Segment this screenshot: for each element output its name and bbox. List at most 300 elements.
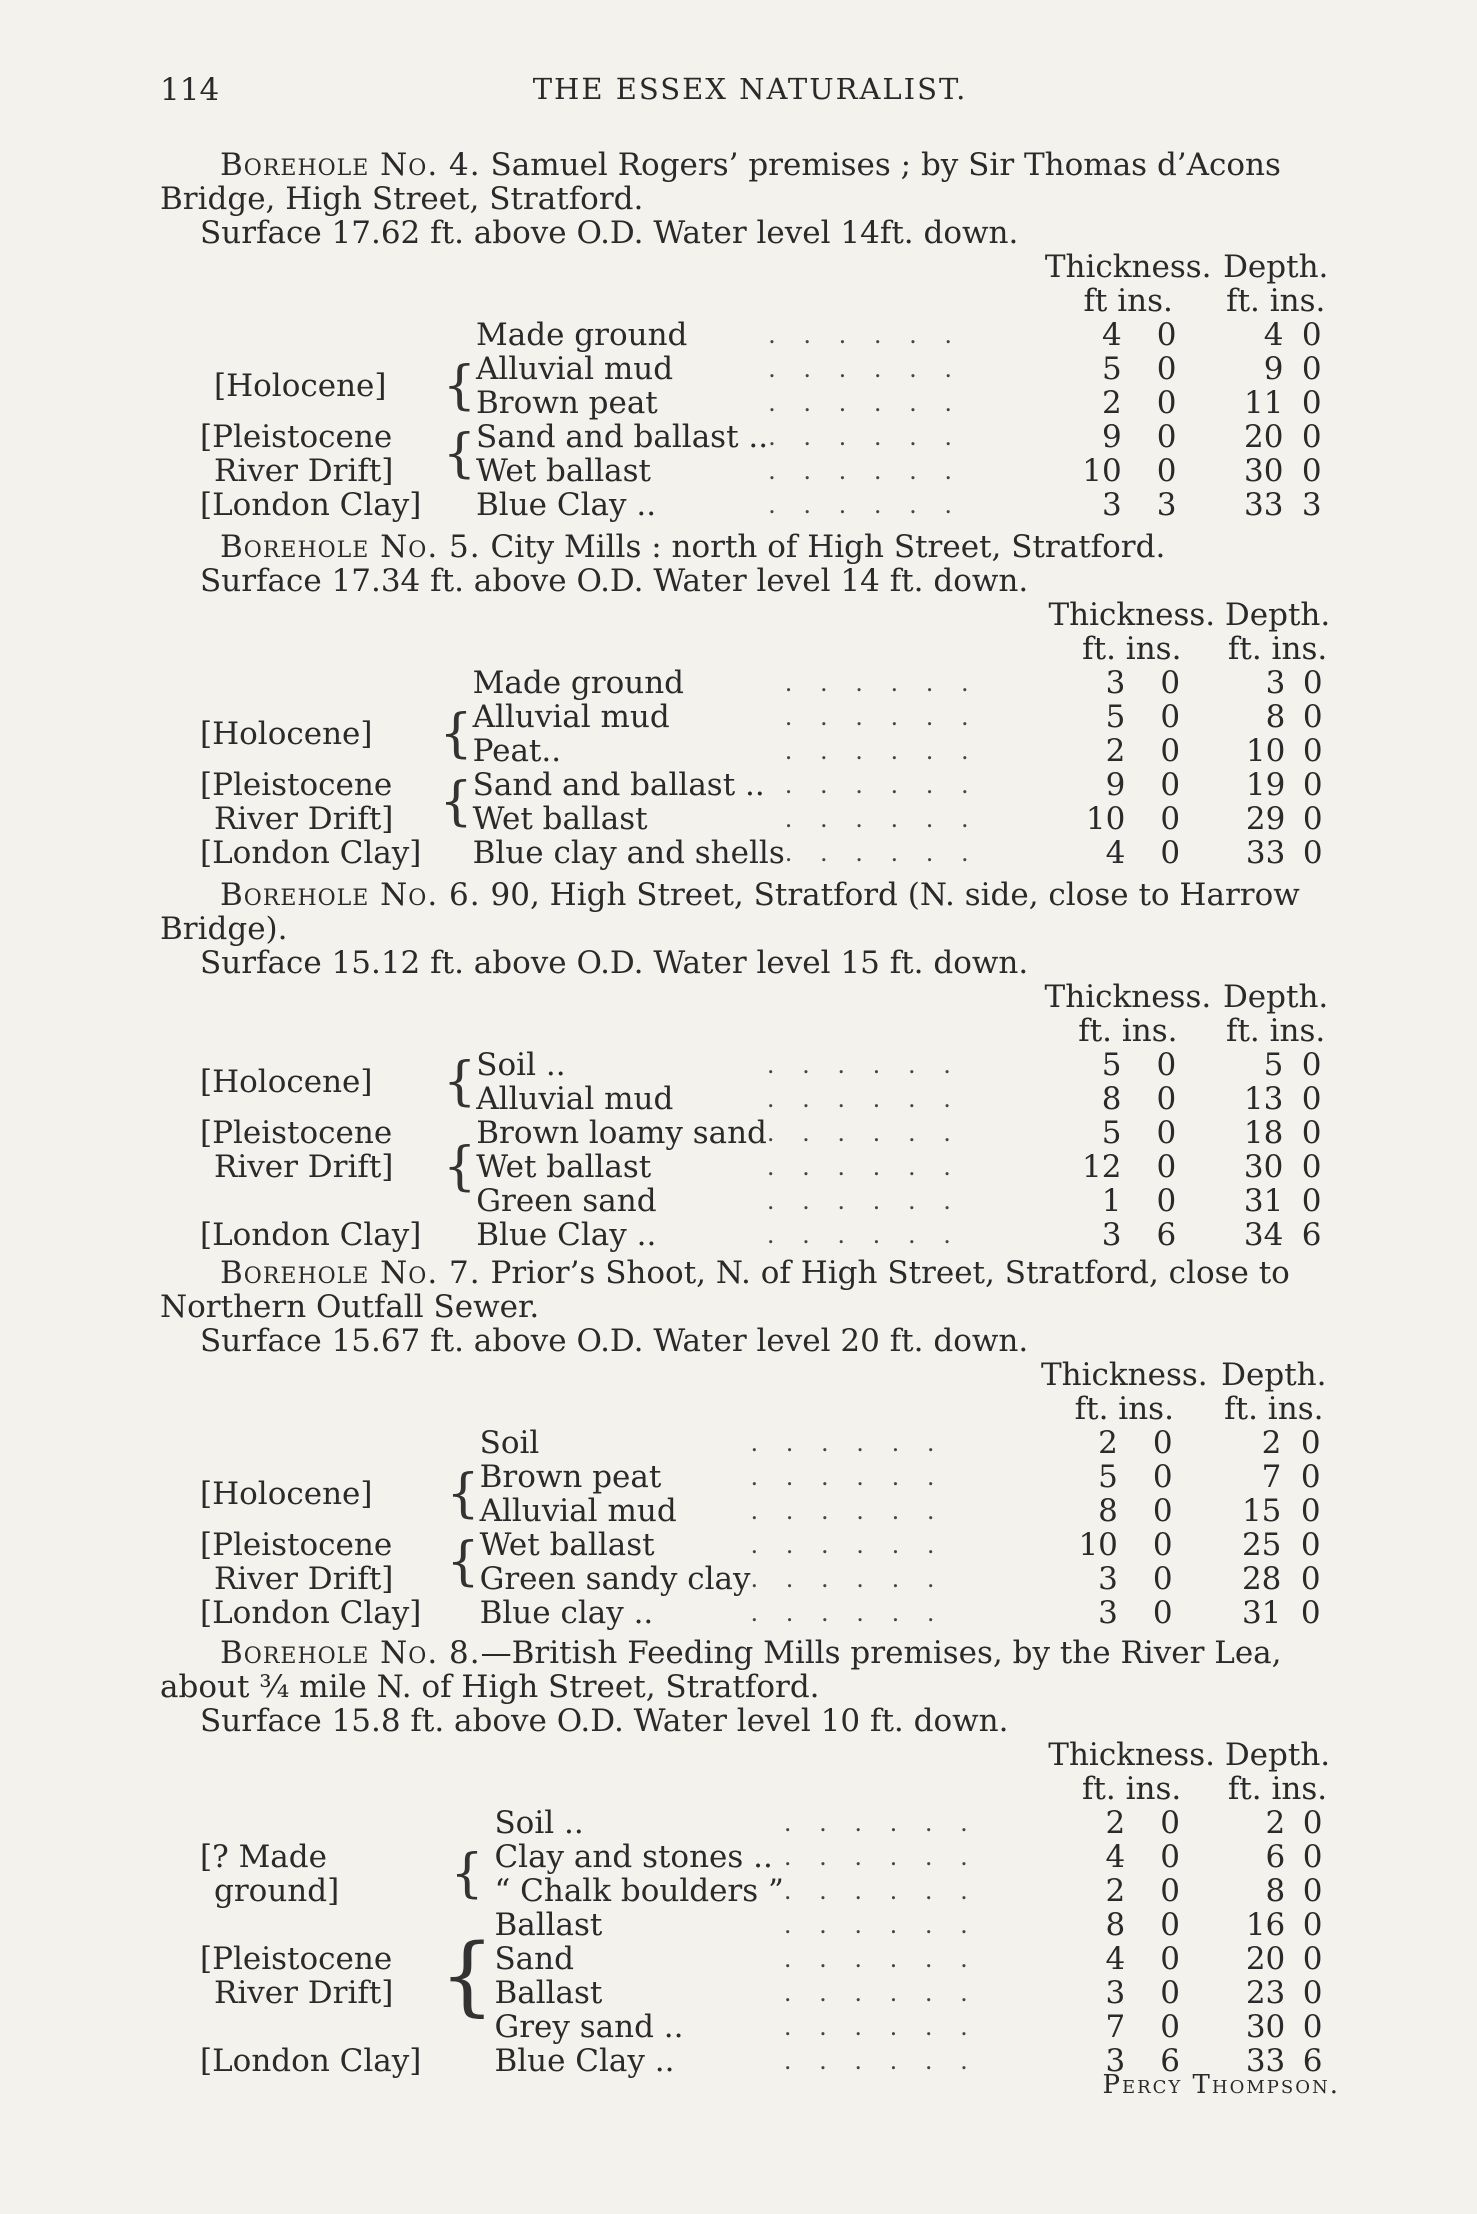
stratum-description: Alluvial mud xyxy=(476,351,674,387)
leader-dots: . . . . . . xyxy=(784,805,979,833)
depth-ins: 0 xyxy=(1302,1941,1323,1977)
empty-cell xyxy=(447,1392,480,1426)
empty-cell xyxy=(440,836,473,870)
leader-dots: . . . . . . xyxy=(783,1911,978,1939)
depth-unit: ft. ins. xyxy=(1225,1013,1326,1049)
stratum-group: [London Clay] xyxy=(200,835,422,871)
table-row xyxy=(200,352,1340,386)
depth-ins: 0 xyxy=(1301,385,1322,421)
stratum-group: River Drift] xyxy=(214,801,394,837)
empty-cell xyxy=(784,1738,1048,1772)
empty-cell xyxy=(200,632,440,666)
thickness-ins: 0 xyxy=(1156,1115,1177,1151)
depth-ft: 2 xyxy=(1265,1805,1286,1841)
surface-line: Surface 17.62 ft. above O.D. Water level 14ft. down. xyxy=(200,215,1019,251)
stratum-description: Alluvial mud xyxy=(479,1493,677,1529)
stratum-description: Blue Clay .. xyxy=(494,2043,675,2079)
stratum-description: Peat.. xyxy=(472,733,562,769)
leader-dots: . . . . . . xyxy=(750,1531,945,1559)
borehole-label: Borehole No. 4. xyxy=(220,147,481,183)
thickness-ft: 5 xyxy=(1098,1459,1118,1495)
running-head: THE ESSEX NATURALIST. xyxy=(532,72,968,106)
leader-dots: . . . . . . xyxy=(766,1085,961,1113)
thickness-ft: 2 xyxy=(1105,1873,1126,1909)
thickness-ft: 2 xyxy=(1102,385,1122,421)
leader-dots: . . . . . . xyxy=(766,1153,961,1181)
depth-ins: 0 xyxy=(1300,1561,1321,1597)
empty-cell xyxy=(200,980,443,1014)
depth-ft: 33 xyxy=(1243,487,1284,523)
stratum-group: [Pleistocene xyxy=(200,1527,393,1563)
depth-ft: 33 xyxy=(1245,2043,1286,2079)
thickness-ins: 0 xyxy=(1156,453,1177,489)
thickness-unit: ft ins. xyxy=(1083,283,1173,319)
stratum-description: Sand xyxy=(494,1941,574,1977)
thickness-ins: 0 xyxy=(1160,733,1181,769)
brace-mark: { xyxy=(443,1137,477,1197)
table-row xyxy=(200,768,1340,802)
table-row xyxy=(200,1528,1340,1562)
table-row xyxy=(200,1874,1340,1908)
depth-ins: 0 xyxy=(1302,2009,1323,2045)
leader-dots: . . . . . . xyxy=(750,1463,945,1491)
table-row xyxy=(200,1218,1340,1252)
empty-cell xyxy=(200,1426,447,1460)
thickness-ins: 0 xyxy=(1160,1907,1180,1943)
empty-cell xyxy=(200,1806,440,1840)
borehole-5 xyxy=(160,530,1340,870)
author-signature: Percy Thompson. xyxy=(1102,2070,1340,2100)
table-row xyxy=(200,1942,1340,1976)
strata-table xyxy=(200,980,1340,1252)
depth-ins: 0 xyxy=(1301,1149,1322,1185)
leader-dots: . . . . . . xyxy=(783,2013,978,2041)
table-row xyxy=(200,1460,1340,1494)
empty-cell xyxy=(440,1806,495,1840)
leader-dots: . . . . . . xyxy=(750,1565,945,1593)
leader-dots: . . . . . . xyxy=(783,1979,978,2007)
brace-mark: { xyxy=(446,1464,480,1524)
depth-ins: 0 xyxy=(1301,317,1322,353)
empty-cell xyxy=(200,284,443,318)
table-row xyxy=(200,700,1340,734)
depth-header: Depth. xyxy=(1223,249,1329,285)
thickness-ins: 0 xyxy=(1156,419,1177,455)
leader-dots: . . . . . . xyxy=(766,1051,961,1079)
borehole-title xyxy=(160,530,1340,564)
leader-dots: . . . . . . xyxy=(784,703,979,731)
surface-line: Surface 15.8 ft. above O.D. Water level 10 ft. down. xyxy=(200,1703,1009,1739)
thickness-ins: 0 xyxy=(1160,767,1181,803)
depth-ins: 0 xyxy=(1302,801,1323,837)
depth-unit: ft. ins. xyxy=(1227,631,1328,667)
surface-line: Surface 15.67 ft. above O.D. Water level 20 ft. down. xyxy=(200,1323,1029,1359)
empty-cell xyxy=(767,1014,1045,1048)
stratum-description: Soil .. xyxy=(494,1805,584,1841)
depth-ft: 33 xyxy=(1245,835,1286,871)
stratum-description: Wet ballast xyxy=(479,1527,655,1563)
thickness-ft: 10 xyxy=(1085,801,1126,837)
stratum-group: River Drift] xyxy=(214,1149,394,1185)
depth-ins: 0 xyxy=(1301,453,1322,489)
leader-dots: . . . . . . xyxy=(750,1497,945,1525)
empty-cell xyxy=(447,1426,480,1460)
depth-ft: 11 xyxy=(1243,385,1284,421)
thickness-ft: 3 xyxy=(1105,1975,1126,2011)
stratum-description: Brown loamy sand xyxy=(476,1115,767,1151)
empty-cell xyxy=(200,1392,447,1426)
depth-ft: 18 xyxy=(1243,1115,1284,1151)
empty-cell xyxy=(476,284,768,318)
depth-ins: 0 xyxy=(1302,1907,1323,1943)
empty-cell xyxy=(200,2010,440,2044)
empty-cell xyxy=(443,250,476,284)
leader-dots: . . . . . . xyxy=(768,355,963,383)
thickness-ft: 12 xyxy=(1082,1149,1122,1185)
depth-ft: 13 xyxy=(1243,1081,1284,1117)
borehole-8 xyxy=(160,1636,1340,2078)
borehole-title xyxy=(160,148,1340,216)
stratum-description: Wet ballast xyxy=(472,801,648,837)
empty-cell xyxy=(200,1738,440,1772)
depth-unit: ft. ins. xyxy=(1224,1391,1324,1427)
table-row xyxy=(200,1806,1340,1840)
borehole-label: Borehole No. 6. xyxy=(220,877,481,913)
thickness-ins: 0 xyxy=(1160,665,1181,701)
thickness-ft: 3 xyxy=(1105,2043,1126,2079)
thickness-ft: 3 xyxy=(1101,1217,1122,1253)
borehole-6 xyxy=(160,878,1340,1252)
thickness-ins: 0 xyxy=(1156,1149,1177,1185)
stratum-description: Ballast xyxy=(494,1907,603,1943)
table-row xyxy=(200,1908,1340,1942)
empty-cell xyxy=(200,1184,443,1218)
thickness-ins: 6 xyxy=(1156,1217,1177,1253)
stratum-group: [London Clay] xyxy=(200,1595,422,1631)
empty-cell xyxy=(440,666,473,700)
stratum-description: Made ground xyxy=(476,317,688,353)
thickness-ins: 0 xyxy=(1160,1941,1180,1977)
empty-cell xyxy=(443,488,476,522)
borehole-location: 90, High Street, Stratford (N. side, close to Harrow Bridge). xyxy=(160,877,1300,947)
thickness-ins: 0 xyxy=(1160,801,1181,837)
depth-ins: 0 xyxy=(1301,1183,1322,1219)
depth-ins: 3 xyxy=(1301,487,1322,523)
stratum-group: River Drift] xyxy=(214,1975,394,2011)
thickness-header: Thickness. xyxy=(1048,1737,1215,1773)
empty-cell xyxy=(751,1392,1041,1426)
table-row xyxy=(200,488,1340,522)
empty-cell xyxy=(768,284,1045,318)
table-row xyxy=(200,318,1340,352)
thickness-ft: 3 xyxy=(1102,487,1122,523)
thickness-ft: 8 xyxy=(1101,1081,1122,1117)
borehole-title xyxy=(160,878,1340,946)
thickness-ins: 0 xyxy=(1160,1805,1180,1841)
leader-dots: . . . . . . xyxy=(768,491,963,519)
thickness-ft: 10 xyxy=(1082,453,1122,489)
depth-ins: 0 xyxy=(1301,1115,1322,1151)
borehole-location: Prior’s Shoot, N. of High Street, Stratford, close to Northern Outfall Sewer. xyxy=(160,1255,1290,1325)
depth-ft: 31 xyxy=(1243,1183,1284,1219)
thickness-unit: ft. ins. xyxy=(1081,1771,1182,1807)
brace-mark: { xyxy=(442,356,477,416)
depth-ins: 0 xyxy=(1300,1425,1321,1461)
depth-ft: 25 xyxy=(1241,1527,1282,1563)
table-row xyxy=(200,2010,1340,2044)
empty-cell xyxy=(443,1218,476,1252)
leader-dots: . . . . . . xyxy=(768,321,963,349)
borehole-location: —British Feeding Mills premises, by the River Lea, about ¾ mile N. of High Street, Stratford. xyxy=(160,1635,1282,1705)
stratum-group: [Pleistocene xyxy=(200,1941,393,1977)
thickness-header: Thickness. xyxy=(1048,597,1216,633)
depth-ft: 28 xyxy=(1241,1561,1282,1597)
depth-ins: 0 xyxy=(1302,1839,1323,1875)
empty-cell xyxy=(440,1738,495,1772)
thickness-ins: 0 xyxy=(1156,1081,1177,1117)
stratum-group: ground] xyxy=(214,1873,340,1909)
leader-dots: . . . . . . xyxy=(783,1843,978,1871)
stratum-group: [London Clay] xyxy=(200,487,422,523)
leader-dots: . . . . . . xyxy=(783,1945,978,1973)
stratum-description: Green sandy clay xyxy=(479,1561,751,1597)
depth-ft: 6 xyxy=(1265,1839,1286,1875)
depth-ins: 0 xyxy=(1301,1081,1322,1117)
thickness-ft: 5 xyxy=(1102,351,1122,387)
empty-cell xyxy=(443,318,476,352)
borehole-location: City Mills : north of High Street, Stratford. xyxy=(490,529,1166,565)
empty-cell xyxy=(785,632,1049,666)
stratum-group: [Holocene] xyxy=(200,1476,373,1512)
thickness-ins: 0 xyxy=(1156,351,1177,387)
thickness-ft: 5 xyxy=(1105,699,1126,735)
thickness-ins: 0 xyxy=(1160,699,1181,735)
borehole-label: Borehole No. 8. xyxy=(220,1635,481,1671)
page-number: 114 xyxy=(160,72,220,108)
depth-ft: 10 xyxy=(1245,733,1286,769)
empty-cell xyxy=(443,1014,476,1048)
empty-cell xyxy=(443,284,476,318)
thickness-ft: 8 xyxy=(1105,1907,1126,1943)
leader-dots: . . . . . . xyxy=(766,1221,961,1249)
strata-table xyxy=(200,250,1340,522)
strata-table xyxy=(200,1738,1340,2078)
depth-ft: 19 xyxy=(1245,767,1286,803)
depth-ft: 20 xyxy=(1243,419,1284,455)
thickness-header: Thickness. xyxy=(1040,1357,1208,1393)
empty-cell xyxy=(447,1596,480,1630)
leader-dots: . . . . . . xyxy=(784,669,979,697)
empty-cell xyxy=(200,1908,440,1942)
stratum-group: [? Made xyxy=(200,1839,327,1875)
thickness-ft: 4 xyxy=(1105,1941,1126,1977)
depth-ft: 34 xyxy=(1243,1217,1284,1253)
brace-mark: { xyxy=(442,424,477,484)
depth-ft: 8 xyxy=(1265,699,1286,735)
borehole-title xyxy=(160,1256,1340,1324)
thickness-header: Thickness. xyxy=(1044,979,1212,1015)
thickness-ft: 2 xyxy=(1105,733,1126,769)
depth-ins: 0 xyxy=(1302,835,1323,871)
stratum-description: Alluvial mud xyxy=(472,699,670,735)
thickness-ins: 0 xyxy=(1160,1975,1180,2011)
depth-ins: 0 xyxy=(1300,1493,1321,1529)
stratum-description: Brown peat xyxy=(476,385,658,421)
leader-dots: . . . . . . xyxy=(766,1187,961,1215)
thickness-ins: 6 xyxy=(1160,2043,1180,2079)
thickness-ft: 4 xyxy=(1102,317,1122,353)
stratum-group: [Pleistocene xyxy=(200,419,393,455)
leader-dots: . . . . . . xyxy=(784,771,979,799)
depth-ins: 0 xyxy=(1301,419,1322,455)
depth-unit: ft. ins. xyxy=(1227,1771,1328,1807)
depth-header: Depth. xyxy=(1222,979,1329,1015)
thickness-ins: 0 xyxy=(1152,1527,1173,1563)
depth-ft: 4 xyxy=(1263,317,1284,353)
thickness-ft: 7 xyxy=(1105,2009,1126,2045)
depth-ft: 23 xyxy=(1245,1975,1286,2011)
depth-ins: 0 xyxy=(1302,1805,1323,1841)
thickness-ft: 10 xyxy=(1078,1527,1118,1563)
thickness-ins: 0 xyxy=(1152,1561,1173,1597)
empty-cell xyxy=(480,1358,751,1392)
depth-ft: 29 xyxy=(1245,801,1286,837)
thickness-ins: 0 xyxy=(1160,1873,1180,1909)
stratum-description: Brown peat xyxy=(479,1459,662,1495)
empty-cell xyxy=(767,980,1045,1014)
thickness-ins: 0 xyxy=(1156,1047,1177,1083)
thickness-header: Thickness. xyxy=(1044,249,1212,285)
stratum-group: River Drift] xyxy=(214,453,394,489)
depth-ft: 20 xyxy=(1245,1941,1286,1977)
leader-dots: . . . . . . xyxy=(768,457,963,485)
thickness-ins: 0 xyxy=(1152,1425,1173,1461)
thickness-ft: 2 xyxy=(1098,1425,1118,1461)
depth-ins: 0 xyxy=(1302,733,1323,769)
depth-ins: 0 xyxy=(1302,1975,1323,2011)
stratum-description: Made ground xyxy=(472,665,685,701)
empty-cell xyxy=(200,250,443,284)
stratum-description: Clay and stones .. xyxy=(494,1839,773,1875)
depth-ins: 0 xyxy=(1302,1873,1323,1909)
empty-cell xyxy=(200,1014,443,1048)
surface-line: Surface 17.34 ft. above O.D. Water level 14 ft. down. xyxy=(200,563,1029,599)
thickness-ins: 0 xyxy=(1152,1493,1173,1529)
empty-cell xyxy=(494,1772,783,1806)
thickness-ft: 5 xyxy=(1101,1115,1122,1151)
stratum-description: Ballast xyxy=(494,1975,603,2011)
depth-ft: 3 xyxy=(1265,665,1286,701)
thickness-ins: 0 xyxy=(1152,1595,1173,1631)
table-row xyxy=(200,420,1340,454)
brace-mark: { xyxy=(443,1052,477,1112)
thickness-ins: 3 xyxy=(1156,487,1177,523)
brace-mark: { xyxy=(439,1926,495,2026)
table-row xyxy=(200,836,1340,870)
table-row xyxy=(200,1184,1340,1218)
table-row xyxy=(200,1116,1340,1150)
brace-mark: { xyxy=(446,1532,480,1592)
stratum-description: Wet ballast xyxy=(476,1149,652,1185)
stratum-group: [Holocene] xyxy=(200,1064,373,1100)
borehole-label: Borehole No. 7. xyxy=(220,1255,481,1291)
leader-dots: . . . . . . xyxy=(783,2047,978,2075)
thickness-ins: 0 xyxy=(1152,1459,1173,1495)
table-row xyxy=(200,1976,1340,2010)
depth-ins: 6 xyxy=(1301,1217,1322,1253)
empty-cell xyxy=(440,598,473,632)
borehole-4 xyxy=(160,148,1340,522)
depth-unit: ft. ins. xyxy=(1226,283,1326,319)
thickness-ins: 0 xyxy=(1160,2009,1180,2045)
empty-cell xyxy=(473,632,785,666)
depth-ft: 30 xyxy=(1243,1149,1284,1185)
depth-ins: 0 xyxy=(1302,767,1323,803)
depth-ins: 0 xyxy=(1301,351,1322,387)
depth-ft: 8 xyxy=(1265,1873,1286,1909)
depth-ft: 30 xyxy=(1245,2009,1286,2045)
leader-dots: . . . . . . xyxy=(783,1877,978,1905)
leader-dots: . . . . . . xyxy=(784,839,979,867)
thickness-ft: 3 xyxy=(1105,665,1126,701)
stratum-group: River Drift] xyxy=(214,1561,394,1597)
depth-ft: 9 xyxy=(1263,351,1284,387)
empty-cell xyxy=(443,980,476,1014)
leader-dots: . . . . . . xyxy=(768,389,963,417)
depth-ins: 6 xyxy=(1302,2043,1323,2079)
table-row xyxy=(200,1562,1340,1596)
empty-cell xyxy=(480,1392,751,1426)
empty-cell xyxy=(785,598,1049,632)
strata-table xyxy=(200,598,1340,870)
stratum-description: Grey sand .. xyxy=(494,2009,684,2045)
thickness-ft: 9 xyxy=(1105,767,1126,803)
thickness-unit: ft. ins. xyxy=(1082,631,1182,667)
stratum-description: Wet ballast xyxy=(476,453,652,489)
empty-cell xyxy=(440,1772,495,1806)
empty-cell xyxy=(784,1772,1048,1806)
depth-ins: 0 xyxy=(1300,1459,1321,1495)
strata-table xyxy=(200,1358,1340,1630)
stratum-description: Blue clay .. xyxy=(479,1595,654,1631)
brace-mark: { xyxy=(439,704,473,764)
depth-ins: 0 xyxy=(1300,1527,1321,1563)
stratum-group: [Pleistocene xyxy=(200,767,393,803)
depth-ft: 30 xyxy=(1243,453,1284,489)
depth-header: Depth. xyxy=(1224,1737,1331,1773)
table-row xyxy=(200,1150,1340,1184)
thickness-ins: 0 xyxy=(1160,1839,1180,1875)
brace-mark: { xyxy=(450,1844,484,1904)
depth-ft: 2 xyxy=(1261,1425,1282,1461)
stratum-description: Sand and ballast .. xyxy=(476,419,769,455)
leader-dots: . . . . . . xyxy=(783,1809,978,1837)
leader-dots: . . . . . . xyxy=(768,423,963,451)
stratum-group: [Holocene] xyxy=(200,716,373,752)
borehole-label: Borehole No. 5. xyxy=(220,529,481,565)
empty-cell xyxy=(768,250,1045,284)
stratum-group: [London Clay] xyxy=(200,1217,422,1253)
thickness-ins: 0 xyxy=(1156,385,1177,421)
table-row xyxy=(200,666,1340,700)
stratum-description: Blue Clay .. xyxy=(476,487,657,523)
depth-ft: 31 xyxy=(1241,1595,1282,1631)
thickness-ins: 0 xyxy=(1156,317,1177,353)
leader-dots: . . . . . . xyxy=(766,1119,961,1147)
stratum-description: Sand and ballast .. xyxy=(472,767,765,803)
empty-cell xyxy=(494,1738,783,1772)
depth-ft: 16 xyxy=(1245,1907,1286,1943)
